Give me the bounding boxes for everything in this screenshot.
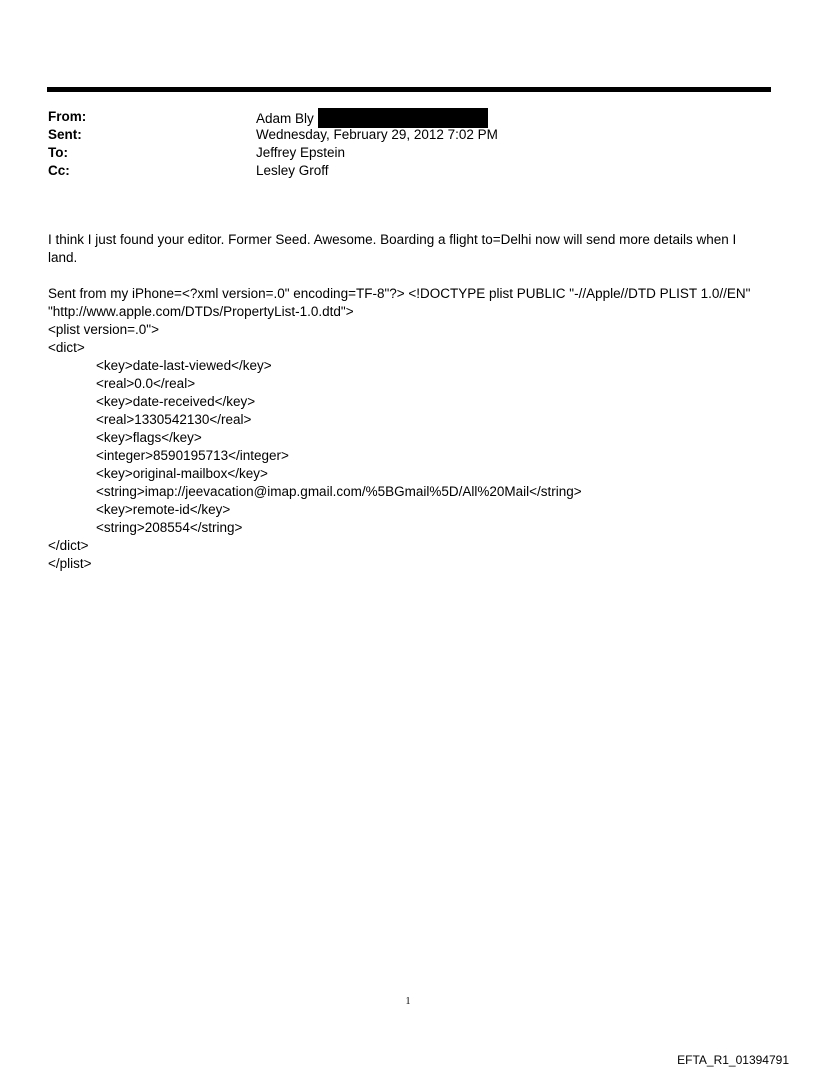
plist-line: <integer>8590195713</integer> bbox=[96, 448, 289, 463]
plist-line: <string>imap://jeevacation@imap.gmail.com/%5BGmail%5D/All%20Mail</string> bbox=[96, 484, 582, 499]
cc-value: Lesley Groff bbox=[256, 163, 329, 178]
plist-line: <key>remote-id</key> bbox=[96, 502, 231, 517]
cc-label: Cc: bbox=[48, 163, 70, 178]
message-paragraph bbox=[48, 231, 758, 267]
from-label: From: bbox=[48, 109, 87, 124]
header-divider bbox=[47, 87, 771, 92]
from-name: Adam Bly bbox=[256, 111, 314, 126]
page-number: 1 bbox=[405, 996, 411, 1007]
from-row bbox=[48, 108, 748, 126]
plist-line: Sent from my iPhone=<?xml version=.0" encoding=TF-8"?> <!DOCTYPE plist PUBLIC "-//Apple//DTD PLIST 1.0//EN" bbox=[48, 286, 751, 301]
plist-line: <dict> bbox=[48, 340, 85, 355]
sent-row bbox=[48, 126, 748, 144]
sent-label: Sent: bbox=[48, 127, 82, 142]
plist-line: </dict> bbox=[48, 538, 89, 553]
cc-row bbox=[48, 162, 748, 180]
message-line: land. bbox=[48, 250, 78, 265]
document-id: EFTA_R1_01394791 bbox=[677, 1053, 789, 1067]
to-label: To: bbox=[48, 145, 68, 160]
from-value bbox=[256, 108, 488, 128]
to-value: Jeffrey Epstein bbox=[256, 145, 346, 160]
plist-line: <key>date-last-viewed</key> bbox=[96, 358, 272, 373]
sent-value: Wednesday, February 29, 2012 7:02 PM bbox=[256, 127, 498, 142]
plist-line: "http://www.apple.com/DTDs/PropertyList-1.0.dtd"> bbox=[48, 304, 354, 319]
plist-line: <key>original-mailbox</key> bbox=[96, 466, 268, 481]
email-header bbox=[48, 108, 748, 180]
plist-line: <real>0.0</real> bbox=[96, 376, 196, 391]
plist-line: <key>date-received</key> bbox=[96, 394, 256, 409]
plist-line: </plist> bbox=[48, 556, 92, 571]
plist-line: <real>1330542130</real> bbox=[96, 412, 252, 427]
plist-line: <key>flags</key> bbox=[96, 430, 202, 445]
plist-block bbox=[48, 285, 758, 573]
plist-line: <plist version=.0"> bbox=[48, 322, 159, 337]
plist-line: <string>208554</string> bbox=[96, 520, 243, 535]
redaction-block bbox=[318, 108, 488, 128]
message-line: I think I just found your editor. Former Seed. Awesome. Boarding a flight to=Delhi now will send more details when I bbox=[48, 232, 737, 247]
email-body bbox=[48, 231, 758, 591]
to-row bbox=[48, 144, 748, 162]
